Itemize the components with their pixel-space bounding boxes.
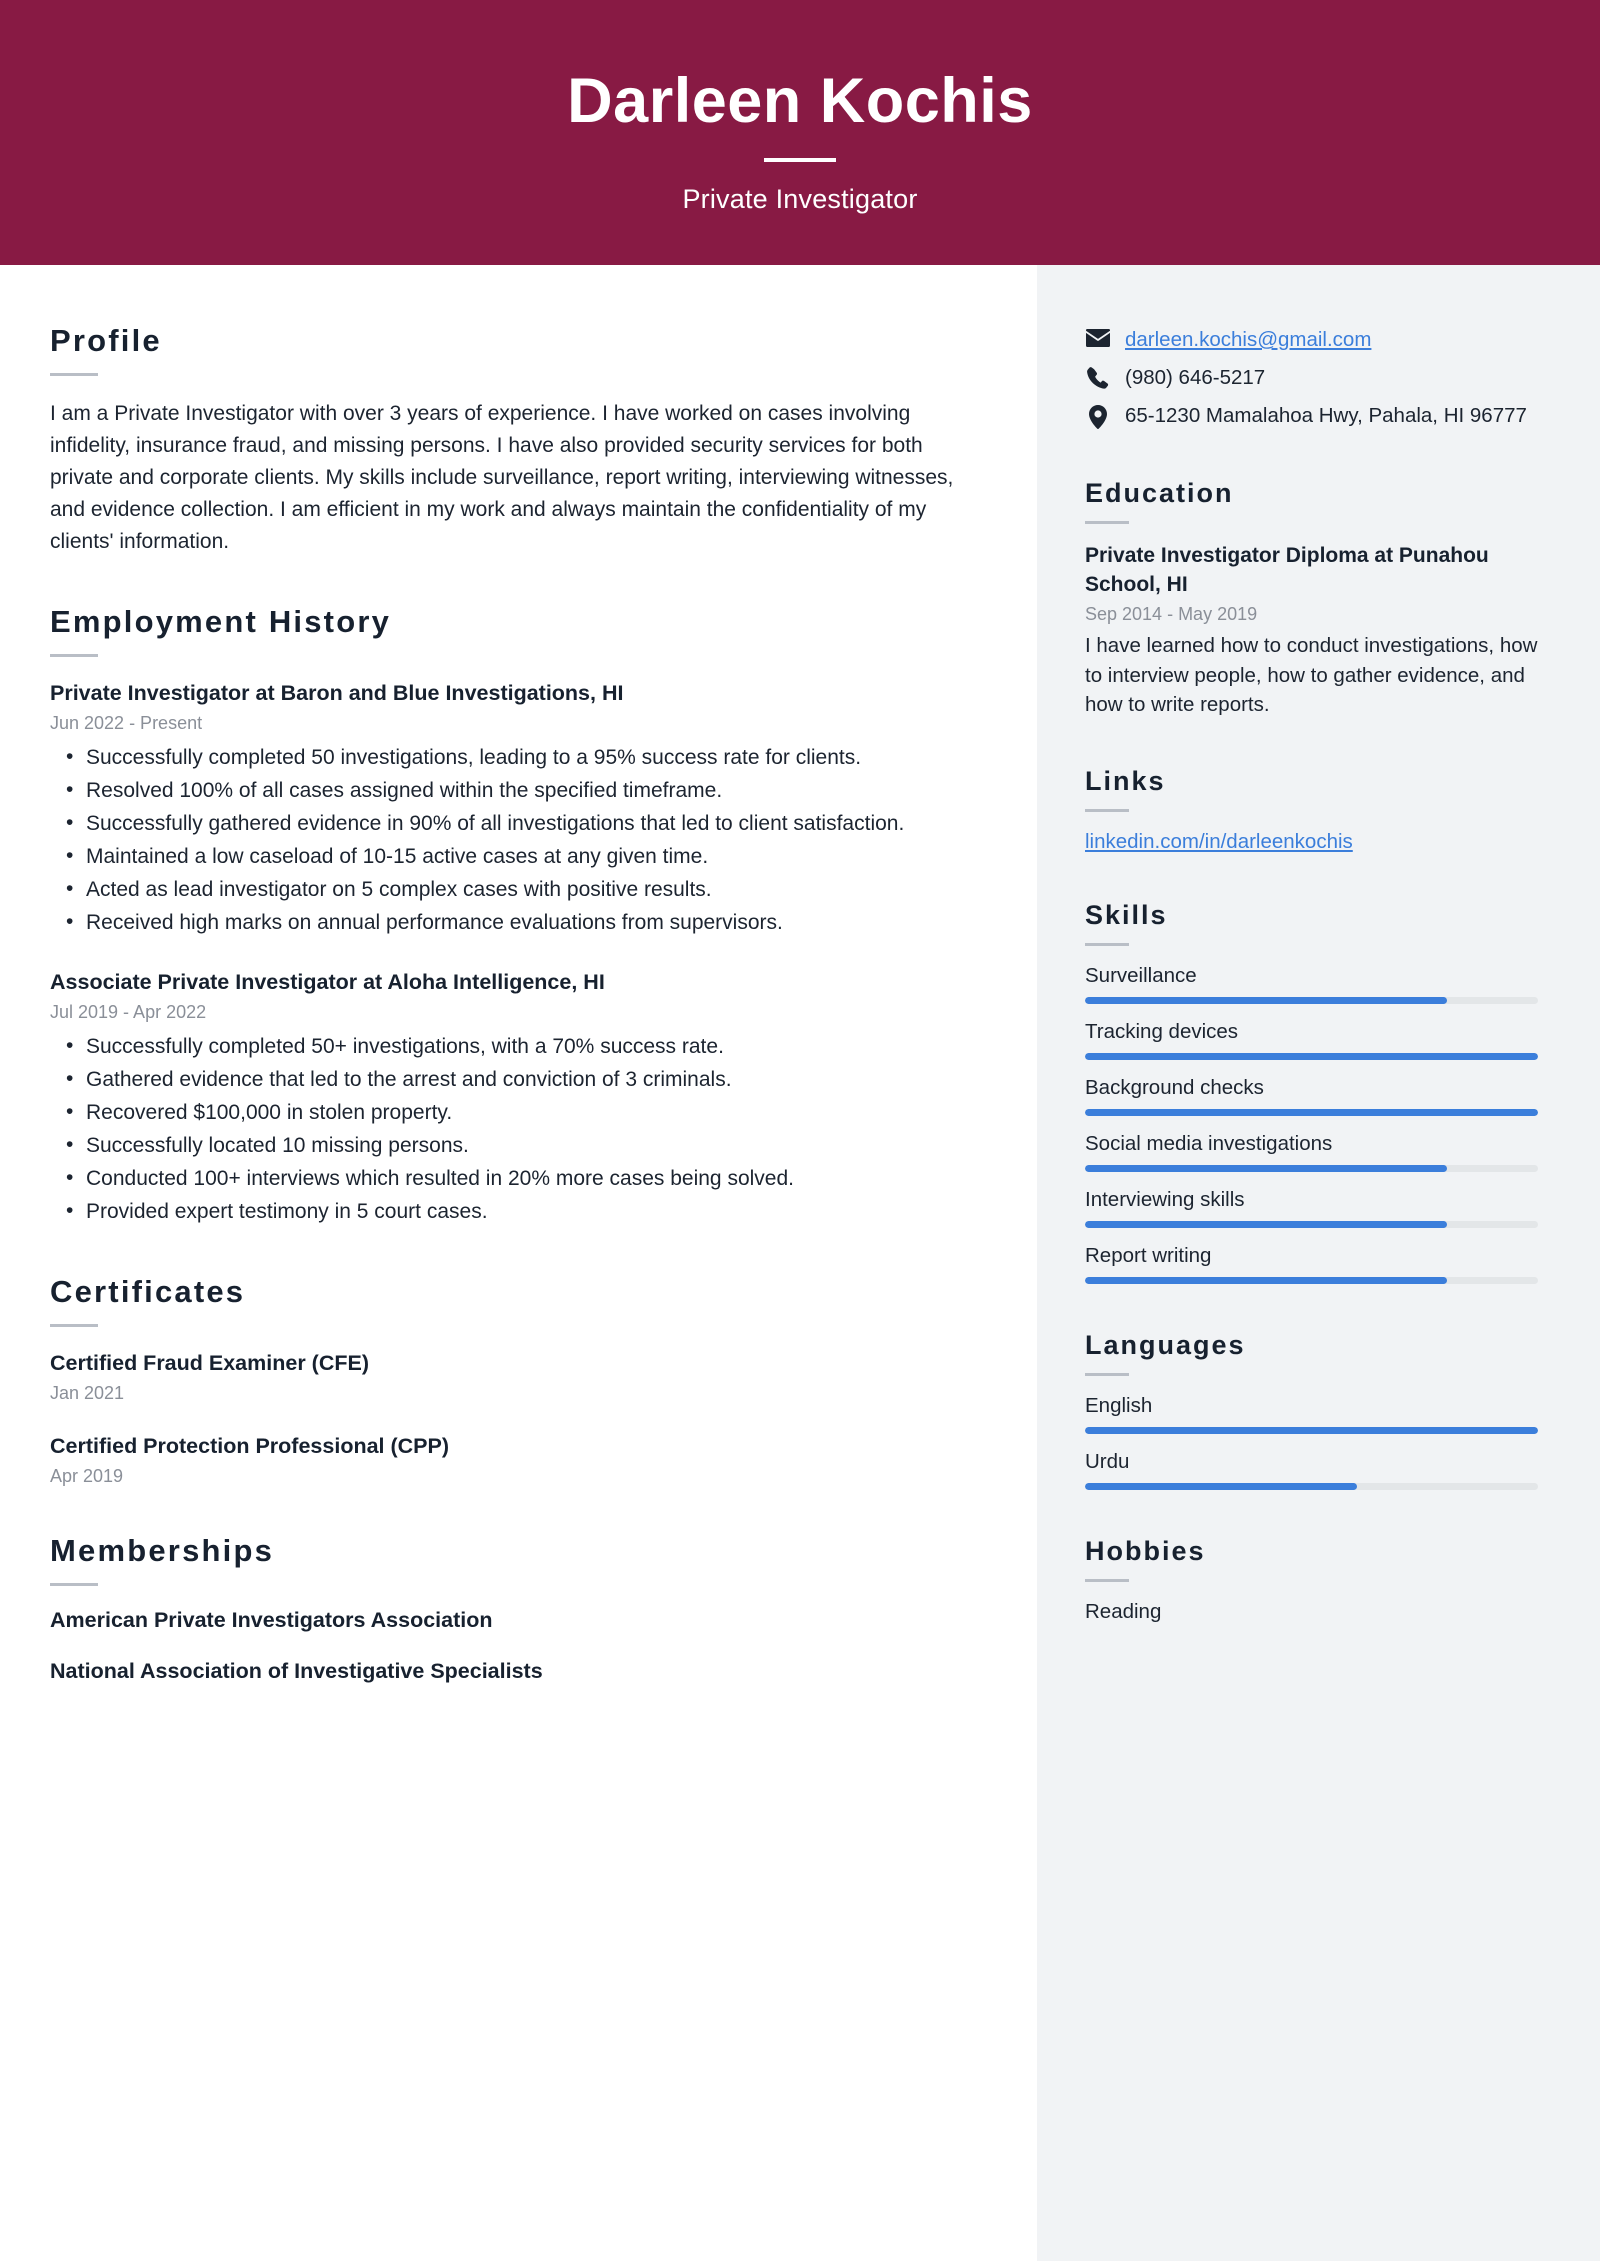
skill-fill bbox=[1085, 1109, 1538, 1116]
job-bullet-list bbox=[50, 1031, 989, 1227]
certificate-date: Apr 2019 bbox=[50, 1465, 124, 1486]
education-description: I have learned how to conduct investigations, how to interview people, how to gather evidence, and how to write reports. bbox=[1085, 634, 1538, 717]
skill-item bbox=[1085, 1076, 1538, 1116]
employment-entry bbox=[50, 679, 989, 938]
job-bullet-list bbox=[50, 742, 989, 938]
map-pin-icon bbox=[1085, 401, 1111, 429]
skill-track bbox=[1085, 1221, 1538, 1228]
membership-item: National Association of Investigative Specialists bbox=[50, 1658, 543, 1683]
skill-fill bbox=[1085, 997, 1447, 1004]
section-profile bbox=[50, 323, 989, 558]
section-skills bbox=[1085, 900, 1538, 1284]
list-item: • Resolved 100% of all cases assigned within the specified timeframe. bbox=[50, 775, 989, 806]
language-fill bbox=[1085, 1427, 1538, 1434]
memberships-heading: Memberships bbox=[50, 1532, 275, 1568]
section-links bbox=[1085, 766, 1538, 854]
contact-row-phone bbox=[1085, 363, 1538, 392]
job-date: Jul 2019 - Apr 2022 bbox=[50, 1002, 207, 1023]
section-rule bbox=[1085, 1579, 1129, 1582]
section-rule bbox=[1085, 943, 1129, 946]
header-job-title: Private Investigator bbox=[682, 184, 918, 215]
section-rule bbox=[50, 654, 98, 657]
job-date: Jun 2022 - Present bbox=[50, 712, 203, 733]
certificate-entry bbox=[50, 1349, 989, 1404]
section-languages bbox=[1085, 1330, 1538, 1490]
education-date: Sep 2014 - May 2019 bbox=[1085, 604, 1258, 625]
address-text: 65-1230 Mamalahoa Hwy, Pahala, HI 96777 bbox=[1125, 404, 1527, 428]
profile-heading: Profile bbox=[50, 323, 162, 358]
linkedin-link[interactable]: linkedin.com/in/darleenkochis bbox=[1085, 830, 1353, 854]
list-item: • Provided expert testimony in 5 court cases. bbox=[50, 1196, 989, 1227]
certificate-entry bbox=[50, 1432, 989, 1487]
section-education bbox=[1085, 478, 1538, 720]
page-title: Darleen Kochis bbox=[567, 65, 1033, 136]
skill-track bbox=[1085, 1165, 1538, 1172]
section-rule bbox=[50, 1583, 98, 1586]
skill-item bbox=[1085, 1132, 1538, 1172]
skill-track bbox=[1085, 1109, 1538, 1116]
hobbies-heading: Hobbies bbox=[1085, 1536, 1206, 1567]
skill-fill bbox=[1085, 1277, 1447, 1284]
email-link[interactable]: darleen.kochis@gmail.com bbox=[1125, 328, 1372, 351]
language-label: English bbox=[1085, 1394, 1153, 1418]
language-track bbox=[1085, 1483, 1538, 1490]
section-hobbies bbox=[1085, 1536, 1538, 1624]
skill-label: Surveillance bbox=[1085, 964, 1197, 988]
skill-item bbox=[1085, 1020, 1538, 1060]
contact-row-email bbox=[1085, 325, 1538, 354]
list-item: • Conducted 100+ interviews which resulted in 20% more cases being solved. bbox=[50, 1163, 989, 1194]
skill-fill bbox=[1085, 1053, 1538, 1060]
skill-label: Report writing bbox=[1085, 1244, 1212, 1268]
hobby-item: Reading bbox=[1085, 1600, 1162, 1624]
list-item: • Recovered $100,000 in stolen property. bbox=[50, 1097, 989, 1128]
skill-label: Social media investigations bbox=[1085, 1132, 1333, 1156]
contact-block bbox=[1085, 325, 1538, 430]
contact-row-address bbox=[1085, 401, 1538, 430]
list-item: • Successfully completed 50+ investigations, with a 70% success rate. bbox=[50, 1031, 989, 1062]
language-item bbox=[1085, 1450, 1538, 1490]
envelope-icon bbox=[1085, 325, 1111, 347]
skill-track bbox=[1085, 1277, 1538, 1284]
certificate-date: Jan 2021 bbox=[50, 1382, 125, 1403]
language-label: Urdu bbox=[1085, 1450, 1130, 1474]
list-item: • Maintained a low caseload of 10-15 active cases at any given time. bbox=[50, 841, 989, 872]
list-item: • Successfully located 10 missing persons. bbox=[50, 1130, 989, 1161]
section-rule bbox=[50, 1324, 98, 1327]
main-column bbox=[0, 265, 1037, 2261]
resume-body bbox=[0, 265, 1600, 2261]
phone-number: (980) 646-5217 bbox=[1125, 366, 1266, 390]
header-divider bbox=[764, 158, 836, 162]
list-item: • Gathered evidence that led to the arrest and conviction of 3 criminals. bbox=[50, 1064, 989, 1095]
skill-fill bbox=[1085, 1165, 1447, 1172]
language-fill bbox=[1085, 1483, 1357, 1490]
profile-text: I am a Private Investigator with over 3 years of experience. I have worked on cases involving infidelity, insurance fraud, and missing persons. I have also provided security services for both private and corporate clients. My skills include surveillance, report writing, interviewing witnesses, and evidence collection. I am efficient in my work and always maintain the confidentiality of my clients' information. bbox=[50, 402, 954, 553]
membership-item: American Private Investigators Association bbox=[50, 1607, 493, 1632]
employment-entry bbox=[50, 968, 989, 1227]
skill-label: Interviewing skills bbox=[1085, 1188, 1245, 1212]
section-employment-history bbox=[50, 604, 989, 1228]
certificates-heading: Certificates bbox=[50, 1273, 246, 1309]
section-certificates bbox=[50, 1274, 989, 1487]
skill-track bbox=[1085, 1053, 1538, 1060]
section-rule bbox=[1085, 1373, 1129, 1376]
resume-header bbox=[0, 0, 1600, 265]
skill-label: Tracking devices bbox=[1085, 1020, 1239, 1044]
job-title: Associate Private Investigator at Aloha Intelligence, HI bbox=[50, 970, 605, 995]
sidebar-column bbox=[1037, 265, 1600, 2261]
language-item bbox=[1085, 1394, 1538, 1434]
certificate-title: Certified Protection Professional (CPP) bbox=[50, 1433, 450, 1458]
list-item: • Received high marks on annual performance evaluations from supervisors. bbox=[50, 907, 989, 938]
section-memberships bbox=[50, 1533, 989, 1684]
skill-item bbox=[1085, 1244, 1538, 1284]
phone-icon bbox=[1085, 363, 1111, 389]
education-heading: Education bbox=[1085, 478, 1234, 509]
skills-heading: Skills bbox=[1085, 900, 1168, 931]
languages-heading: Languages bbox=[1085, 1330, 1246, 1361]
job-title: Private Investigator at Baron and Blue Investigations, HI bbox=[50, 680, 624, 705]
list-item: • Successfully completed 50 investigations, leading to a 95% success rate for clients. bbox=[50, 742, 989, 773]
certificate-title: Certified Fraud Examiner (CFE) bbox=[50, 1350, 369, 1375]
section-rule bbox=[1085, 521, 1129, 524]
skill-track bbox=[1085, 997, 1538, 1004]
section-rule bbox=[1085, 809, 1129, 812]
education-entry bbox=[1085, 542, 1538, 720]
language-track bbox=[1085, 1427, 1538, 1434]
skill-fill bbox=[1085, 1221, 1447, 1228]
links-heading: Links bbox=[1085, 766, 1166, 797]
education-title: Private Investigator Diploma at Punahou School, HI bbox=[1085, 544, 1489, 596]
skill-item bbox=[1085, 1188, 1538, 1228]
employment-heading: Employment History bbox=[50, 603, 392, 639]
skill-label: Background checks bbox=[1085, 1076, 1264, 1100]
list-item: • Acted as lead investigator on 5 complex cases with positive results. bbox=[50, 874, 989, 905]
skill-item bbox=[1085, 964, 1538, 1004]
list-item: • Successfully gathered evidence in 90% of all investigations that led to client satisfaction. bbox=[50, 808, 989, 839]
section-rule bbox=[50, 373, 98, 376]
